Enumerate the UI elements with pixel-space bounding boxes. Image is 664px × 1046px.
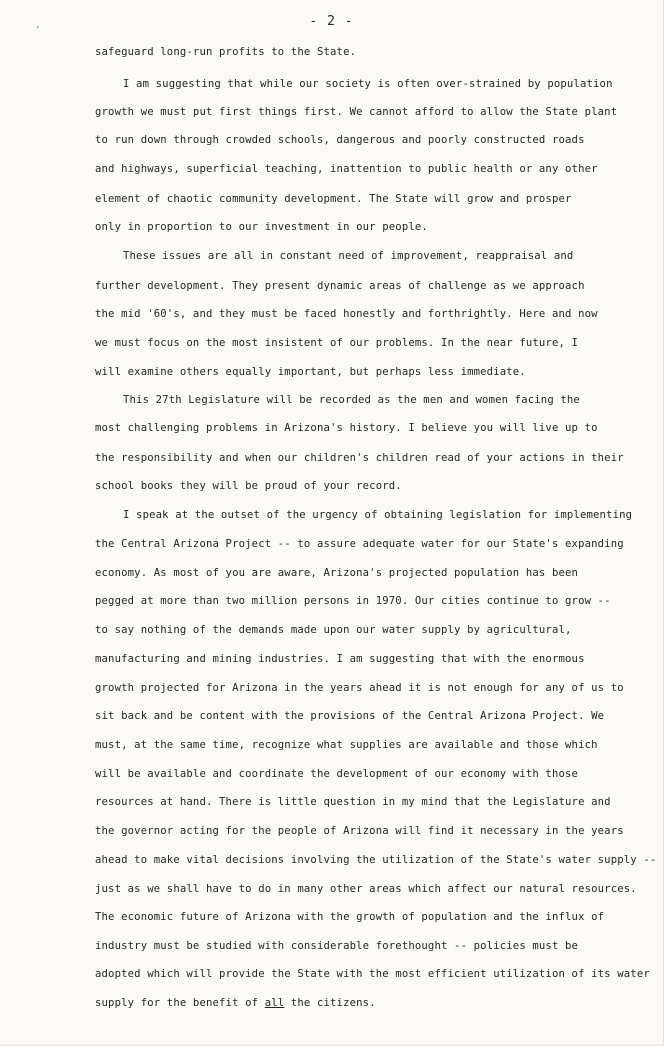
text-line: just as we shall have to do in many other areas which affect our natural resources. [95, 883, 637, 895]
text-line: safeguard long-run profits to the State. [95, 46, 357, 58]
final-text-line [95, 997, 376, 1009]
text-line: only in proportion to our investment in our people. [95, 221, 428, 233]
text-line: will be available and coordinate the development of our economy with those [95, 768, 579, 780]
text-line: to say nothing of the demands made upon our water supply by agricultural, [95, 624, 572, 636]
text-line: must, at the same time, recognize what supplies are available and those which [95, 739, 598, 751]
text-line: I speak at the outset of the urgency of obtaining legislation for implementing [123, 509, 633, 521]
text-line: and highways, superficial teaching, inattention to public health or any other [95, 163, 598, 175]
text-line: growth projected for Arizona in the years ahead it is not enough for any of us to [95, 682, 624, 694]
final-line-end: the citizens. [284, 997, 376, 1009]
text-line: resources at hand. There is little question in my mind that the Legislature and [95, 796, 611, 808]
text-line: adopted which will provide the State with the most efficient utilization of its water [95, 968, 650, 980]
text-line: school books they will be proud of your record. [95, 480, 402, 492]
underlined-word: all [264, 997, 285, 1009]
text-line: the mid '60's, and they must be faced honestly and forthrightly. Here and now [95, 308, 598, 320]
final-line-start: supply for the benefit of [95, 997, 265, 1009]
page-number: - 2 - [309, 14, 354, 29]
text-line: will examine others equally important, but perhaps less immediate. [95, 366, 526, 378]
text-line: industry must be studied with considerable forethought -- policies must be [95, 940, 579, 952]
text-line: element of chaotic community development. The State will grow and prosper [95, 193, 572, 205]
text-line: the Central Arizona Project -- to assure adequate water for our State's expanding [95, 538, 624, 550]
margin-mark: ’ [36, 24, 40, 37]
text-line: This 27th Legislature will be recorded as the men and women facing the [123, 394, 580, 406]
text-line: These issues are all in constant need of improvement, reappraisal and [123, 250, 574, 262]
text-line: I am suggesting that while our society is often over-strained by population [123, 78, 613, 90]
text-line: most challenging problems in Arizona's history. I believe you will live up to [95, 422, 598, 434]
text-line: we must focus on the most insistent of our problems. In the near future, I [95, 337, 579, 349]
text-line: to run down through crowded schools, dangerous and poorly constructed roads [95, 134, 585, 146]
text-line: growth we must put first things first. We cannot afford to allow the State plant [95, 106, 618, 118]
text-line: pegged at more than two million persons in 1970. Our cities continue to grow -- [95, 595, 611, 607]
text-line: ahead to make vital decisions involving the utilization of the State's water supply -- [95, 854, 657, 866]
text-line: the governor acting for the people of Arizona will find it necessary in the years [95, 825, 624, 837]
text-line: The economic future of Arizona with the growth of population and the influx of [95, 911, 605, 923]
text-line: further development. They present dynamic areas of challenge as we approach [95, 280, 585, 292]
text-line: economy. As most of you are aware, Arizona's projected population has been [95, 567, 579, 579]
text-line: manufacturing and mining industries. I am suggesting that with the enormous [95, 653, 585, 665]
text-line: sit back and be content with the provisions of the Central Arizona Project. We [95, 710, 605, 722]
text-line: the responsibility and when our children's children read of your actions in their [95, 452, 624, 464]
